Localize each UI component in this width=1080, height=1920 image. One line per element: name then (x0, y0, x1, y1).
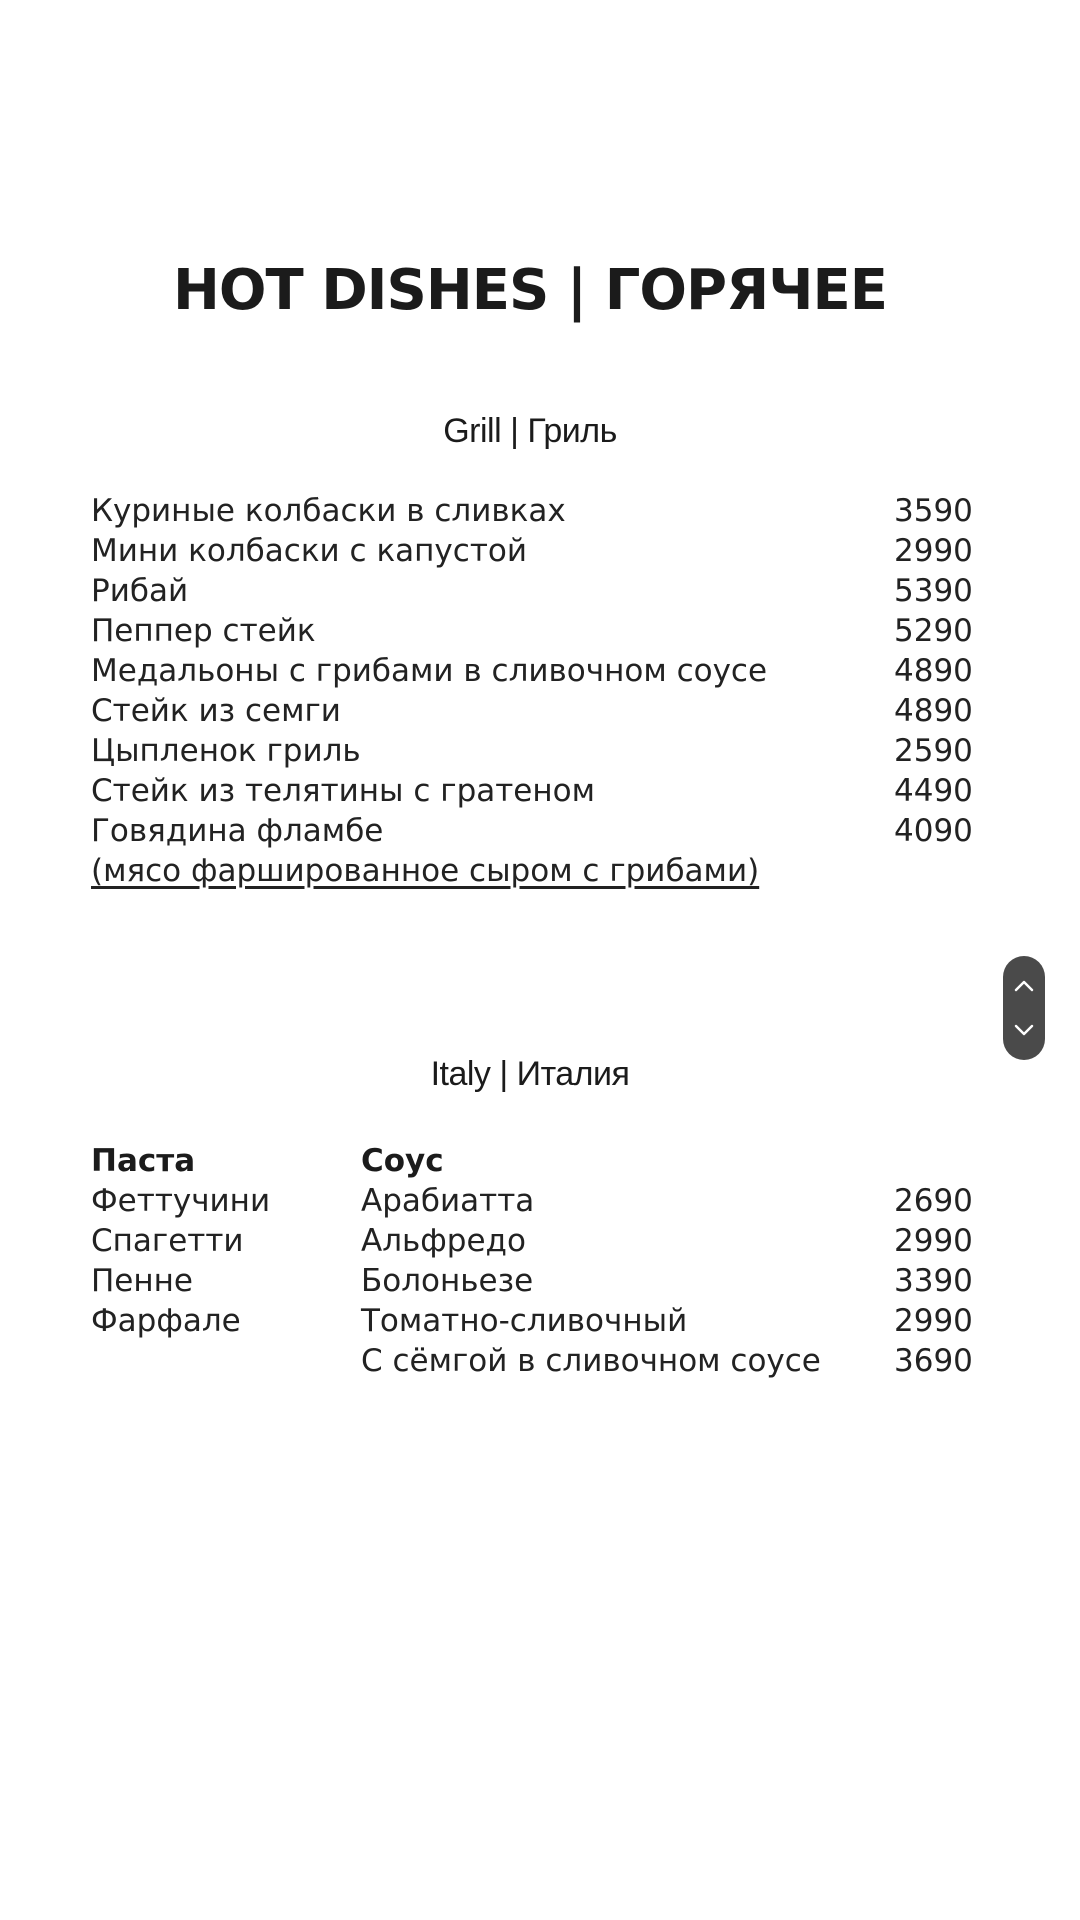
pasta-item: Феттучини (91, 1183, 271, 1219)
menu-item (91, 691, 971, 731)
pasta-item: Спагетти (91, 1223, 244, 1259)
sauce-item (361, 1181, 971, 1221)
menu-item-name: Стейк из телятины с гратеном (91, 773, 595, 809)
menu-item-name: Мини колбаски с капустой (91, 533, 527, 569)
chevron-down-icon (1014, 1024, 1034, 1036)
menu-item (91, 651, 971, 691)
pasta-item: Пенне (91, 1263, 193, 1299)
section-title-grill: Grill | Гриль (443, 412, 617, 450)
menu-item-price: 4490 (894, 773, 973, 809)
menu-item-name: Пеппер стейк (91, 613, 316, 649)
sauce-item (361, 1261, 971, 1301)
menu-item (91, 611, 971, 651)
menu-item-name: Цыпленок гриль (91, 733, 361, 769)
sauce-item-name: С сёмгой в сливочном соусе (361, 1343, 821, 1379)
sauce-item-price: 2690 (894, 1183, 973, 1219)
menu-item-note: (мясо фаршированное сыром с грибами) (91, 853, 760, 889)
menu-item-name: Говядина фламбе (91, 813, 384, 849)
menu-item-price: 2590 (894, 733, 973, 769)
menu-item-price: 5290 (894, 613, 973, 649)
menu-item-price: 4090 (894, 813, 973, 849)
sauce-item-price: 3390 (894, 1263, 973, 1299)
sauce-item-price: 3690 (894, 1343, 973, 1379)
menu-item (91, 491, 971, 531)
scroll-control[interactable] (1003, 956, 1045, 1060)
pasta-item: Фарфале (91, 1303, 241, 1339)
sauce-column-header: Соус (361, 1143, 444, 1179)
sauce-item-name: Арабиатта (361, 1183, 535, 1219)
sauce-item-name: Томатно-сливочный (361, 1303, 688, 1339)
sauce-item (361, 1341, 971, 1381)
sauce-item-name: Болоньезе (361, 1263, 534, 1299)
menu-item (91, 771, 971, 811)
section-title-italy: Italy | Италия (430, 1055, 630, 1093)
menu-item-price: 4890 (894, 693, 973, 729)
sauce-item-name: Альфредо (361, 1223, 526, 1259)
menu-item (91, 571, 971, 611)
menu-item (91, 811, 971, 851)
menu-item-name: Стейк из семги (91, 693, 341, 729)
sauce-item-price: 2990 (894, 1223, 973, 1259)
sauce-item (361, 1301, 971, 1341)
scroll-up-button[interactable] (1003, 966, 1045, 1006)
menu-item-name: Куриные колбаски в сливках (91, 493, 566, 529)
menu-item (91, 531, 971, 571)
chevron-up-icon (1014, 980, 1034, 992)
menu-item-name: Медальоны с грибами в сливочном соусе (91, 653, 768, 689)
menu-item-price: 5390 (894, 573, 973, 609)
menu-item-name: Рибай (91, 573, 189, 609)
menu-item (91, 731, 971, 771)
page-title: HOT DISHES | ГОРЯЧЕЕ (173, 258, 887, 323)
scroll-down-button[interactable] (1003, 1010, 1045, 1050)
menu-item-price: 4890 (894, 653, 973, 689)
menu-item-price: 3590 (894, 493, 973, 529)
menu-item-price: 2990 (894, 533, 973, 569)
sauce-item (361, 1221, 971, 1261)
sauce-item-price: 2990 (894, 1303, 973, 1339)
pasta-column-header: Паста (91, 1143, 196, 1179)
